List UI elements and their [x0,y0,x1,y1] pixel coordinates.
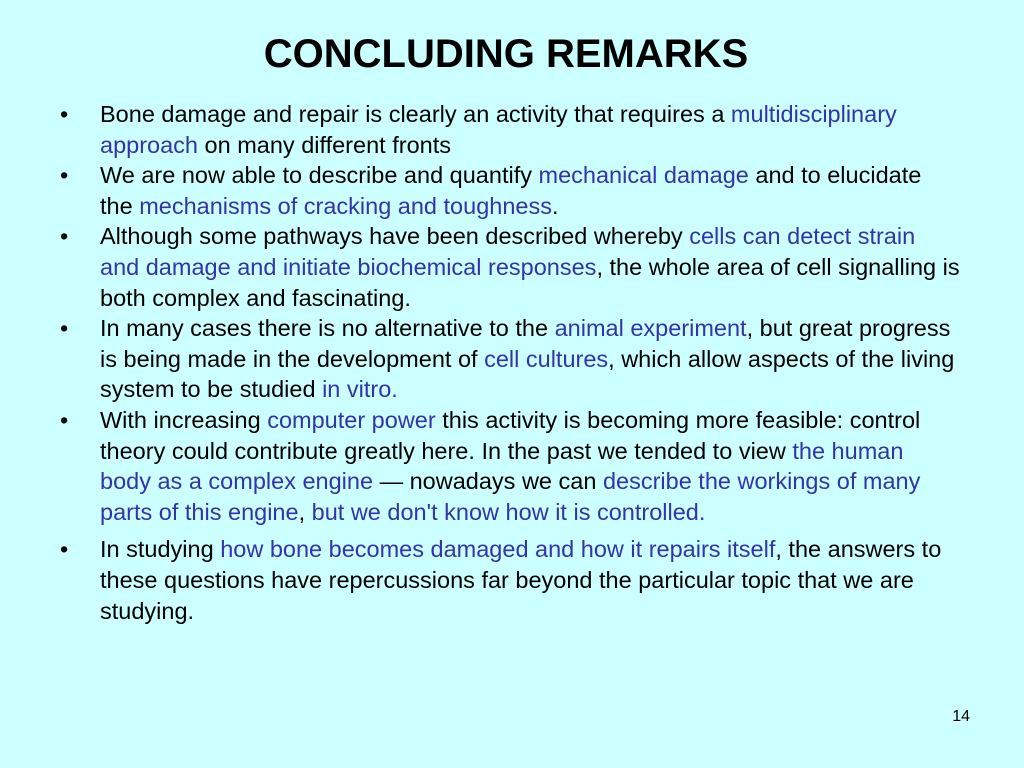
bullet-icon: • [60,315,69,342]
bullet-item [60,221,960,313]
text-segment: , the answers to these questions have repercussions far beyond the particular topic that we are studying. [100,536,942,624]
highlighted-term: the human body as a complex engine [100,437,904,495]
text-segment: and to elucidate the [100,162,922,219]
bullet-icon: • [60,536,69,563]
text-segment: Bone damage and repair is clearly an activity that requires a [100,101,731,127]
text-segment: , which allow aspects of the living system to be studied [100,345,955,403]
bullet-text [100,536,941,623]
bullet-list [60,99,960,626]
highlighted-term: animal experiment [554,315,747,342]
bullet-icon: • [60,223,69,250]
text-segment: , the whole area of cell signalling is both complex and fascinating. [100,253,960,311]
highlighted-term: but we don't know how it is controlled. [311,498,706,525]
text-segment: on many different fronts [198,131,451,158]
bullet-item [60,405,960,527]
text-segment: — nowadays we can [373,468,603,495]
text-segment: this activity is becoming more feasible: control theory could contribute greatly here. In the past we tended to view [100,406,921,464]
bullet-icon: • [60,101,69,127]
bullet-text [100,407,920,525]
text-segment: , [298,498,312,525]
bullet-icon: • [60,406,69,433]
bullet-item [60,313,960,405]
text-segment: , but great progress is being made in the development of [100,315,951,372]
highlighted-term: cell cultures [484,345,609,372]
highlighted-term: mechanisms of cracking and toughness [139,192,552,219]
highlighted-term: computer power [267,406,436,433]
highlighted-term: describe the workings of many parts of this engine [100,468,921,525]
highlighted-term: in vitro. [322,376,398,403]
highlighted-term: multidisciplinary approach [100,101,897,158]
bullet-icon: • [60,162,69,189]
bullet-item [60,160,960,221]
text-segment: In many cases there is no alternative to the [100,315,555,342]
bullet-text [100,101,897,158]
bullet-item [60,99,960,160]
highlighted-term: how bone becomes damaged and how it repairs itself [220,536,776,563]
slide-title: CONCLUDING REMARKS [263,32,749,76]
bullet-item [60,534,960,626]
bullet-text [100,223,960,310]
bullet-text [100,315,954,402]
text-segment: In studying [100,536,221,563]
text-segment: We are now able to describe and quantify [100,162,539,189]
text-segment: Although some pathways have been described whereby [100,223,690,250]
highlighted-term: mechanical damage [538,162,749,189]
text-segment: . [551,192,559,219]
page-number: 14 [952,708,970,725]
highlighted-term: cells can detect strain and damage and initiate biochemical responses [100,223,916,280]
bullet-text [100,162,921,219]
text-segment: With increasing [100,406,268,433]
